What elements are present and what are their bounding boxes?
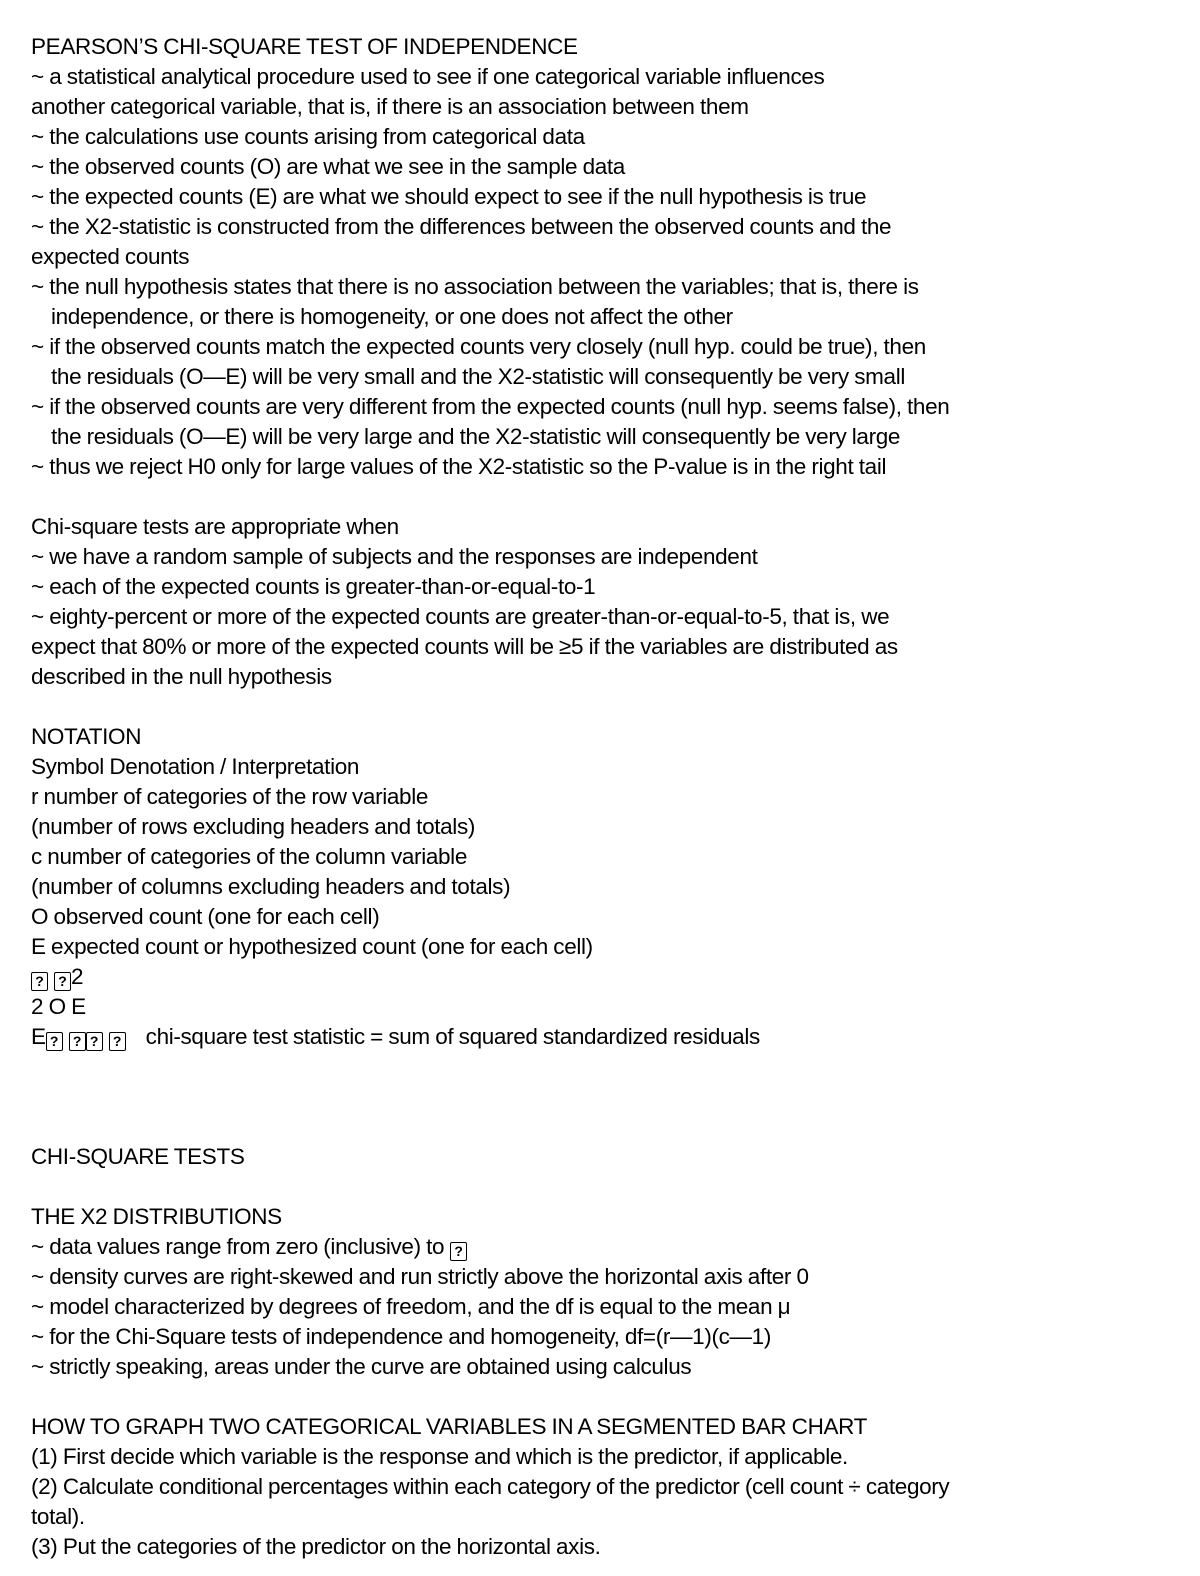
section-title-pearson: PEARSON’S CHI-SQUARE TEST OF INDEPENDENCE — [31, 34, 578, 59]
text-line: ~ if the observed counts match the expected counts very closely (null hyp. could be true), then — [31, 334, 926, 359]
section-title-howto: HOW TO GRAPH TWO CATEGORICAL VARIABLES IN A SEGMENTED BAR CHART — [31, 1414, 868, 1439]
text-line: ~ strictly speaking, areas under the curve are obtained using calculus — [31, 1354, 692, 1379]
formula-prefix: E — [31, 1024, 46, 1049]
notation-row: r number of categories of the row variable — [31, 784, 429, 809]
formula-description: chi-square test statistic = sum of squared standardized residuals — [145, 1024, 760, 1049]
blank-line — [31, 692, 1171, 722]
section-heading-appropriate: Chi-square tests are appropriate when — [31, 514, 399, 539]
text-line: the residuals (O—E) will be very small and the X2-statistic will consequently be very small — [51, 364, 905, 389]
notation-header: Symbol Denotation / Interpretation — [31, 754, 360, 779]
section-title-notation: NOTATION — [31, 724, 142, 749]
text-line: ~ density curves are right-skewed and run strictly above the horizontal axis after 0 — [31, 1264, 809, 1289]
missing-glyph-icon: ? — [450, 1242, 467, 1261]
missing-glyph-icon: ? — [54, 972, 71, 991]
blank-line — [31, 1172, 1171, 1202]
text-line: ~ if the observed counts are very different from the expected counts (null hyp. seems false), then — [31, 394, 950, 419]
blank-space — [31, 1052, 1171, 1142]
distributions-range-text: ~ data values range from zero (inclusive) to — [31, 1234, 445, 1259]
text-line: independence, or there is homogeneity, or one does not affect the other — [51, 304, 733, 329]
notation-row: O observed count (one for each cell) — [31, 904, 380, 929]
step-line: (2) Calculate conditional percentages within each category of the predictor (cell count ÷ category — [31, 1474, 950, 1499]
text-line: ~ the expected counts (E) are what we should expect to see if the null hypothesis is true — [31, 184, 867, 209]
notation-row: (number of columns excluding headers and totals) — [31, 874, 511, 899]
notation-row: E expected count or hypothesized count (one for each cell) — [31, 934, 593, 959]
blank-line — [31, 482, 1171, 512]
notation-row: c number of categories of the column variable — [31, 844, 467, 869]
notation-row: (number of rows excluding headers and totals) — [31, 814, 475, 839]
formula-line-1 — [31, 962, 1171, 992]
step-line: total). — [31, 1504, 85, 1529]
text-line: the residuals (O—E) will be very large and the X2-statistic will consequently be very large — [51, 424, 901, 449]
text-line: described in the null hypothesis — [31, 664, 332, 689]
text-line: another categorical variable, that is, if there is an association between them — [31, 94, 749, 119]
missing-glyph-icon: ? — [69, 1032, 86, 1051]
step-line: (3) Put the categories of the predictor on the horizontal axis. — [31, 1534, 601, 1559]
formula-line-2: 2 O E — [31, 994, 86, 1019]
document-page — [31, 32, 1171, 1562]
missing-glyph-icon: ? — [46, 1032, 63, 1051]
section-title-distributions: THE X2 DISTRIBUTIONS — [31, 1204, 282, 1229]
step-line: (1) First decide which variable is the response and which is the predictor, if applicable. — [31, 1444, 848, 1469]
text-line: ~ model characterized by degrees of freedom, and the df is equal to the mean μ — [31, 1294, 791, 1319]
blank-line — [31, 1382, 1171, 1412]
text-line: ~ the calculations use counts arising from categorical data — [31, 124, 585, 149]
text-line: ~ the null hypothesis states that there is no association between the variables; that is, there is — [31, 274, 919, 299]
text-line: expect that 80% or more of the expected counts will be ≥5 if the variables are distributed as — [31, 634, 898, 659]
text-line: ~ a statistical analytical procedure used to see if one categorical variable influences — [31, 64, 825, 89]
missing-glyph-icon: ? — [109, 1032, 126, 1051]
text-line — [31, 1232, 1171, 1262]
text-line: expected counts — [31, 244, 190, 269]
missing-glyph-icon: ? — [31, 972, 48, 991]
formula-superscript: 2 — [71, 964, 84, 989]
text-line: ~ for the Chi-Square tests of independence and homogeneity, df=(r—1)(c—1) — [31, 1324, 771, 1349]
section-title-chi-square-tests: CHI-SQUARE TESTS — [31, 1144, 245, 1169]
text-line: ~ eighty-percent or more of the expected counts are greater-than-or-equal-to-5, that is, we — [31, 604, 890, 629]
text-line: ~ each of the expected counts is greater-than-or-equal-to-1 — [31, 574, 596, 599]
text-line: ~ we have a random sample of subjects and the responses are independent — [31, 544, 758, 569]
formula-line-3 — [31, 1022, 1171, 1052]
missing-glyph-icon: ? — [86, 1032, 103, 1051]
text-line: ~ the X2-statistic is constructed from the differences between the observed counts and the — [31, 214, 892, 239]
text-line: ~ thus we reject H0 only for large values of the X2-statistic so the P-value is in the right tail — [31, 454, 887, 479]
text-line: ~ the observed counts (O) are what we see in the sample data — [31, 154, 625, 179]
